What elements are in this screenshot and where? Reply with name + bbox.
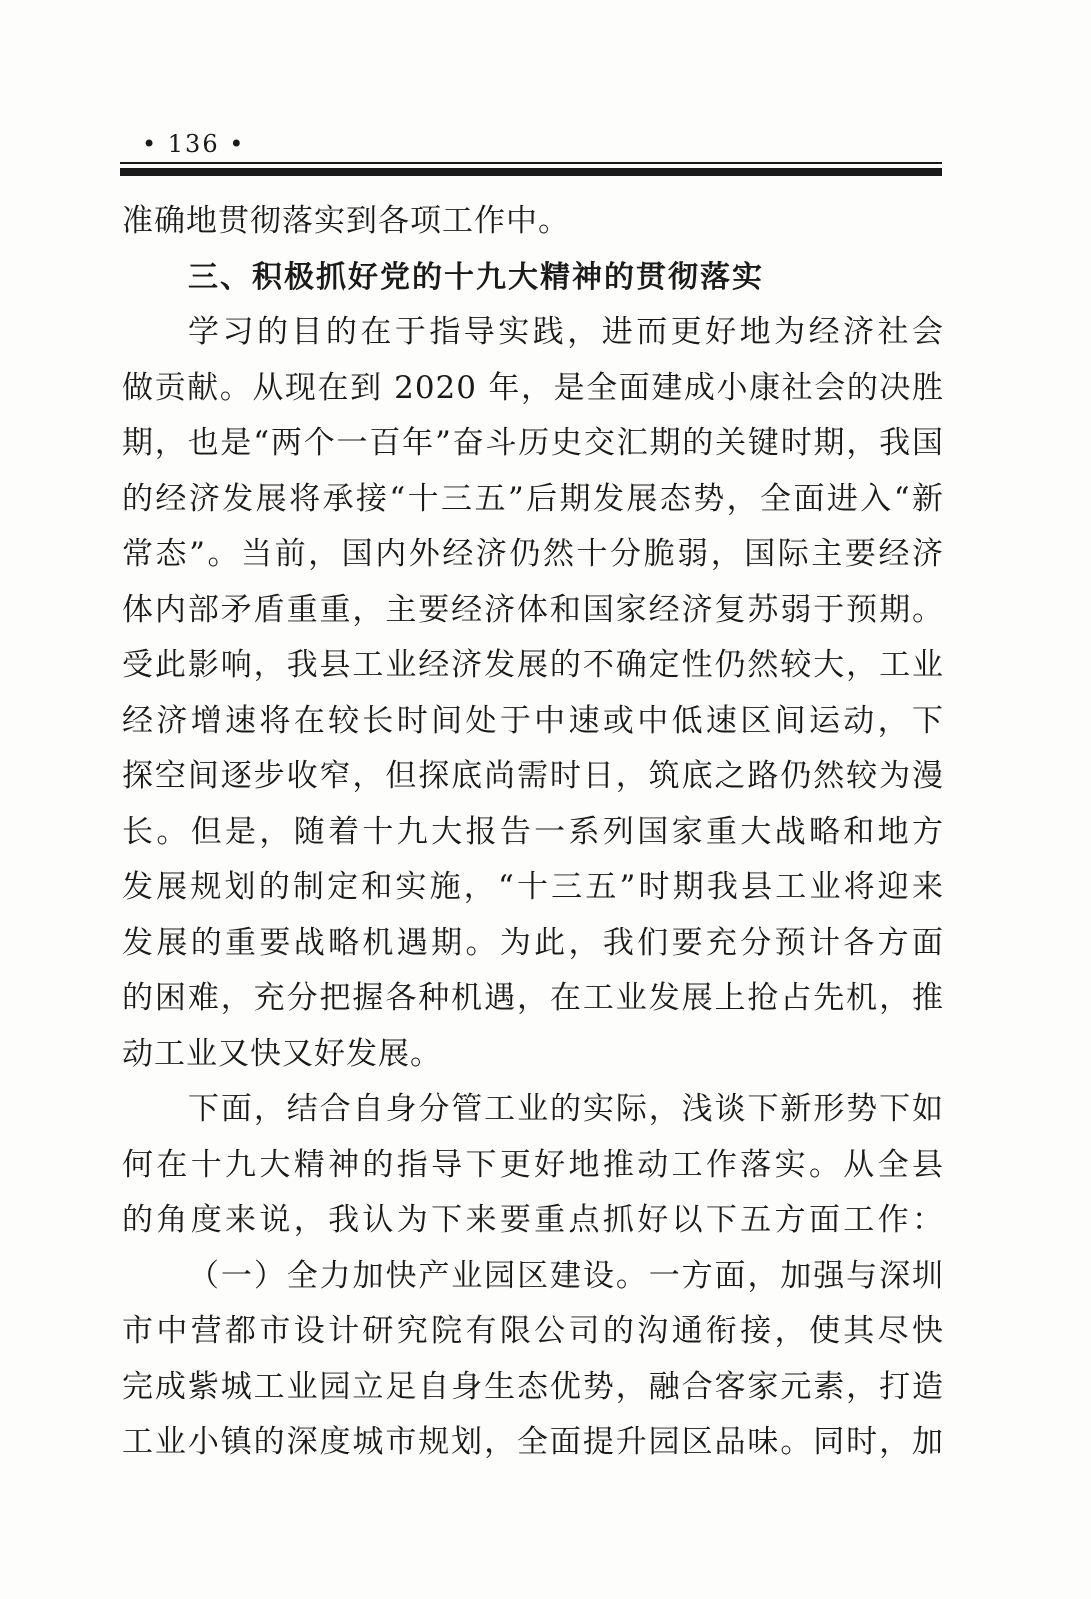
text-line-22: 工业小镇的深度城市规划，全面提升园区品味。同时，加 [122,1424,944,1460]
text-line-18: 的角度来说，我认为下来要重点抓好以下五方面工作： [122,1202,944,1238]
text-line-5: 的经济发展将承接“十三五”后期发展态势，全面进入“新 [122,480,944,517]
text-line-8: 受此影响，我县工业经济发展的不确定性仍然较大，工业 [122,647,944,683]
text-line-4: 期，也是“两个一百年”奋斗历史交汇期的关键时期，我国 [122,425,944,461]
text-line-9: 经济增速将在较长时间处于中速或中低速区间运动，下 [122,702,944,739]
text-line-15: 动工业又快又好发展。 [122,1035,442,1072]
text-line-14: 的困难，充分把握各种机遇，在工业发展上抢占先机，推 [122,980,944,1016]
text-line-10: 探空间逐步收窄，但探底尚需时日，筑底之路仍然较为漫 [122,758,944,794]
section-heading: 三、积极抓好党的十九大精神的贯彻落实 [188,259,764,295]
page-number: • 136 • [142,130,246,158]
text-line-1: 准确地贯彻落实到各项工作中。 [122,203,570,239]
page-header [120,126,942,166]
text-line-6: 常态”。当前，国内外经济仍然十分脆弱，国际主要经济 [122,536,944,572]
text-line-2: 学习的目的在于指导实践，进而更好地为经济社会 [188,314,944,350]
text-line-12: 发展规划的制定和实施，“十三五”时期我县工业将迎来 [122,869,944,905]
text-line-21: 完成紫城工业园立足自身生态优势，融合客家元素，打造 [122,1368,944,1405]
text-line-13: 发展的重要战略机遇期。为此，我们要充分预计各方面 [122,924,944,961]
body-text [122,194,944,1471]
header-rule-thick [120,168,942,176]
text-line-3: 做贡献。从现在到 2020 年，是全面建成小康社会的决胜 [122,369,944,406]
text-line-20: 市中营都市设计研究院有限公司的沟通衔接，使其尽快 [122,1313,944,1349]
text-line-19: （一）全力加快产业园区建设。一方面，加强与深圳 [188,1257,944,1294]
text-line-7: 体内部矛盾重重，主要经济体和国家经济复苏弱于预期。 [122,591,944,628]
text-line-17: 何在十九大精神的指导下更好地推动工作落实。从全县 [122,1146,944,1183]
text-line-11: 长。但是，随着十九大报告一系列国家重大战略和地方 [122,813,944,850]
text-line-16: 下面，结合自身分管工业的实际，浅谈下新形势下如 [188,1091,944,1127]
header-rule-thin [120,162,942,164]
